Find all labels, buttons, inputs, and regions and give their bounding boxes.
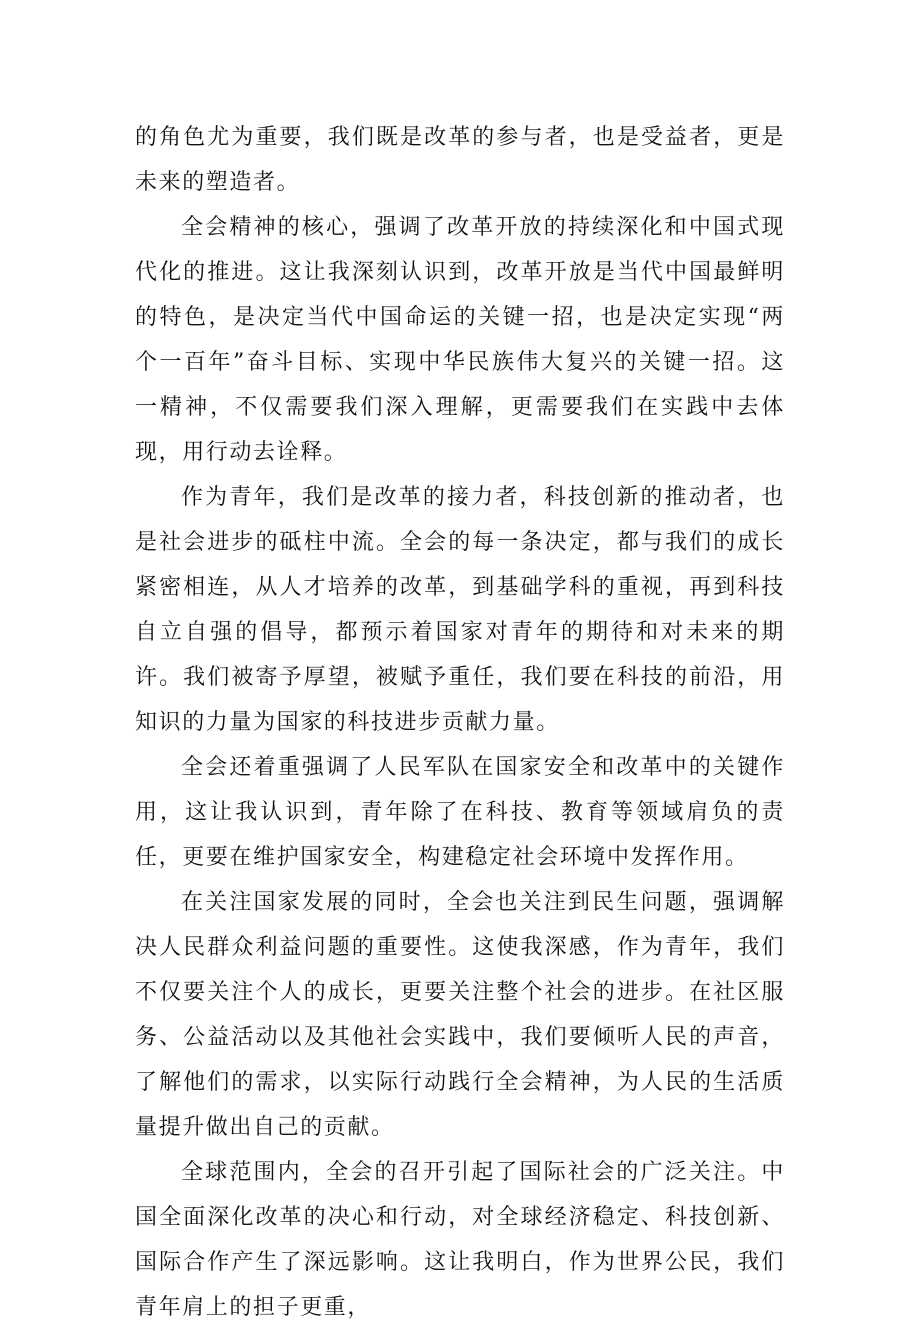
paragraph-livelihood: 在关注国家发展的同时，全会也关注到民生问题，强调解决人民群众利益问题的重要性。这使我深感，作为青年，我们不仅要关注个人的成长，更要关注整个社会的进步。在社区服务、公益活动以及其他社会实践中，我们要倾听人民的声音，了解他们的需求，以实际行动践行全会精神，为人民的生活质量提升做出自己的贡献。 — [135, 890, 785, 1140]
paragraph-youth-role: 作为青年，我们是改革的接力者，科技创新的推动者，也是社会进步的砥柱中流。全会的每一条决定，都与我们的成长紧密相连，从人才培养的改革，到基础学科的重视，再到科技自立自强的倡导，都预示着国家对青年的期待和对未来的期许。我们被寄予厚望，被赋予重任，我们要在科技的前沿，用知识的力量为国家的科技进步贡献力量。 — [135, 485, 785, 735]
paragraph-reform-core: 全会精神的核心，强调了改革开放的持续深化和中国式现代化的推进。这让我深刻认识到，改革开放是当代中国最鲜明的特色，是决定当代中国命运的关键一招，也是决定实现“两个一百年”奋斗目标、实现中华民族伟大复兴的关键一招。这一精神，不仅需要我们深入理解，更需要我们在实践中去体现，用行动去诠释。 — [135, 215, 785, 465]
paragraph-global: 全球范围内，全会的召开引起了国际社会的广泛关注。中国全面深化改革的决心和行动，对全球经济稳定、科技创新、国际合作产生了深远影响。这让我明白，作为世界公民，我们青年肩上的担子更重， — [135, 1160, 785, 1320]
paragraph-military: 全会还着重强调了人民军队在国家安全和改革中的关键作用，这让我认识到，青年除了在科技、教育等领域肩负的责任，更要在维护国家安全，构建稳定社会环境中发挥作用。 — [135, 755, 785, 870]
paragraph-continued: 的角色尤为重要，我们既是改革的参与者，也是受益者，更是未来的塑造者。 — [135, 125, 785, 195]
document-body — [135, 115, 785, 1330]
